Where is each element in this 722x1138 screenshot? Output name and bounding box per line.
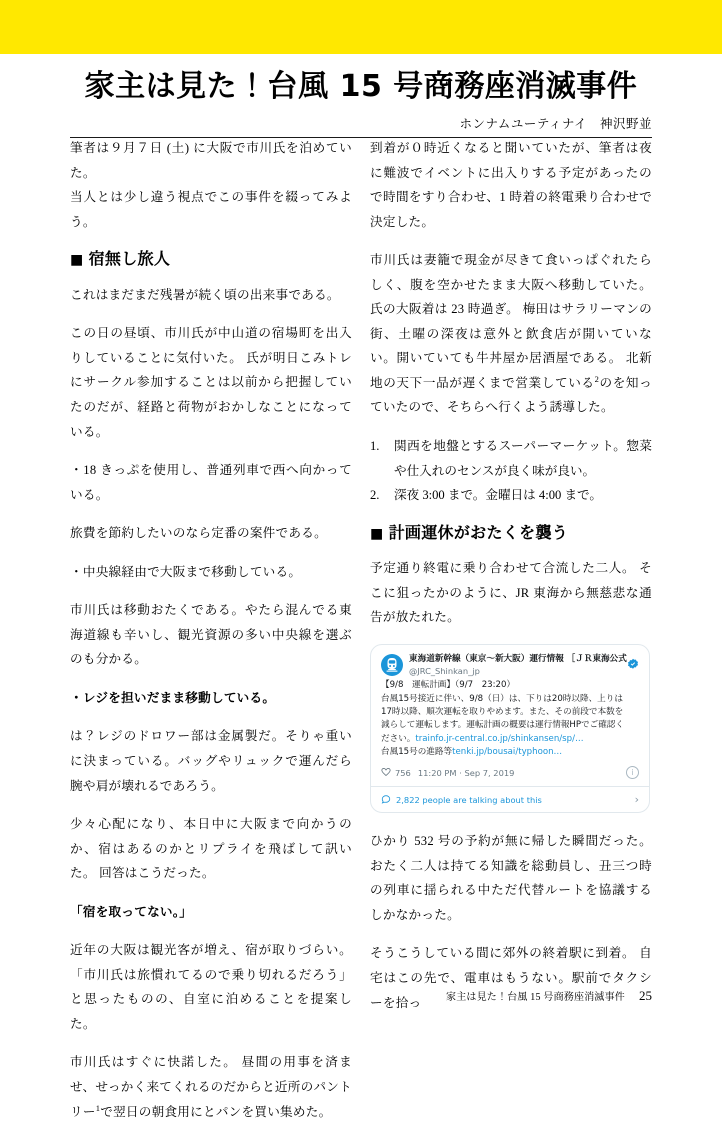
page-title: 家主は見た！台風 15 号商務座消滅事件: [84, 69, 638, 104]
embedded-tweet-card[interactable]: [370, 644, 650, 813]
section-heading-keikaku-unkyu: [370, 522, 652, 545]
bullet-point: ・18 きっぷを使用し、普通列車で西へ向かっている。: [70, 463, 352, 502]
paragraph: 近年の大阪は観光客が増え、宿が取りづらい。「市川氏は旅慣れてるので乗り切れるだろう」と思ったものの、自室に泊めることを提案した。: [70, 943, 352, 1031]
paragraph: 市川氏は移動おたくである。やたら混んでる東海道線も辛いし、観光資源の多い中央線を選ぶのも分かる。: [70, 603, 352, 667]
tweet-header: [371, 645, 649, 679]
heart-icon[interactable]: [381, 767, 391, 779]
paragraph-text: 市川氏はすぐに快諾した。 昼間の用事を済ませ、せっかく来てくれるのだからと近所のパントリー: [70, 1055, 352, 1119]
section-heading-yadonashi: [70, 248, 352, 271]
chevron-right-icon[interactable]: ›: [634, 793, 639, 807]
tweet-body-line: 台風15号接近に伴い、9/8（日）は、下りは20時以降、上りは: [381, 693, 623, 704]
avatar[interactable]: [381, 654, 403, 676]
footnote-text: 関西を地盤とするスーパーマーケット。惣菜や仕入れのセンスが良く味が良い。: [394, 439, 652, 478]
quote-line: 「宿を取ってない。」: [70, 904, 193, 919]
footnote-item: [370, 434, 652, 483]
tweet-link[interactable]: trainfo.jr-central.co.jp/shinkansen/sp/…: [415, 733, 584, 744]
paragraph-with-footnote: [370, 248, 652, 420]
paragraph-text-tail: のを知っていたので、そちらへ行くよう誘導した。: [370, 375, 652, 415]
tweet-talking-about[interactable]: 2,822 people are talking about this: [396, 794, 542, 805]
tweet-meta-row: [371, 761, 649, 786]
tweet-body-line-with-link: [381, 746, 639, 759]
footnote-list: [370, 434, 652, 508]
tweet-author-block: [409, 654, 625, 677]
paragraph: 少々心配になり、本日中に大阪まで向かうのか、宿はあるのかとリプライを飛ばして訊いた。 回答はこうだった。: [70, 817, 352, 881]
section-heading-label: 宿無し旅人: [88, 249, 171, 269]
tweet-like-count: 756: [395, 767, 411, 778]
tweet-body-line: 17時以降、順次運転を取りやめます。また、その前段で本数を: [381, 707, 624, 718]
footer-title: 家主は見た！台風 15 号商務座消滅事件: [446, 992, 625, 1003]
paragraph: これはまだまだ残暑が続く頃の出来事である。: [70, 287, 340, 302]
paragraph: は？レジのドロワー部は金属製だ。そりゃ重いに決まっている。バッグやリュックで運んだら腕や肩が壊れるであろう。: [70, 729, 352, 793]
page-number: 25: [639, 988, 652, 1003]
bullet-point: ・中央線経由で大阪まで移動している。: [70, 564, 302, 579]
paragraph-text-tail: で翌日の朝食用にとパンを買い集めた。: [100, 1104, 332, 1119]
paragraph: 旅費を節約したいのなら定番の案件である。: [70, 526, 327, 541]
tweet-body-text: ださい。: [381, 733, 416, 744]
bullet-point-emphasis: ・レジを担いだまま移動している。: [70, 690, 276, 705]
section-marker-icon: ■: [70, 252, 84, 269]
comment-bubble-icon: [381, 794, 391, 806]
footnote-marker-1: 1: [95, 1102, 101, 1113]
byline: ホンナムユーティナイ 神沢野並: [459, 116, 652, 131]
page-footer: [70, 988, 652, 1004]
right-column: [370, 136, 652, 1029]
paragraph: 到着が０時近くなると聞いていたが、筆者は夜に難波でイベントに出入りする予定があったので時間をすり合わせ、1 時着の終電乗り合わせで決定した。: [370, 141, 652, 229]
tweet-handle[interactable]: @JRC_Shinkan_jp: [409, 665, 480, 676]
paragraph: そうこうしている間に郊外の終着駅に到着。 自宅はこの先で、電車はもうない。駅前でタクシーを拾っ: [370, 946, 652, 1010]
footnote-number: 2.: [370, 488, 380, 503]
tweet-link[interactable]: tenki.jp/bousai/typhoon…: [452, 746, 563, 757]
paragraph-with-footnote: [70, 1050, 352, 1124]
paragraph: 予定通り終電に乗り合わせて合流した二人。 そこに狙ったかのように、JR 東海から無慈悲な通告が放たれた。: [370, 561, 652, 625]
shinkansen-train-icon: [381, 654, 403, 676]
tweet-footer-row[interactable]: [371, 786, 649, 812]
tweet-display-name: 東海道新幹線（東京〜新大阪）運行情報 ［ＪＲ東海公式: [409, 653, 627, 664]
footnote-number: 1.: [370, 439, 380, 454]
footnote-item: [370, 483, 652, 508]
tweet-body-line: 減らして運転します。運転計画の概要は運行情報HPでご確認く: [381, 720, 624, 731]
paragraph: ひかり 532 号の予約が無に帰した瞬間だった。 おたく二人は持てる知識を総動員し、丑三つ時の列車に揺られる中ただ代替ルートを協議するしかなかった。: [370, 834, 652, 922]
tweet-timestamp: 11:20 PM · Sep 7, 2019: [417, 767, 515, 778]
top-yellow-banner: [0, 0, 722, 54]
tweet-body-line-with-link: [381, 733, 639, 746]
section-marker-icon: ■: [370, 525, 384, 542]
title-block: [70, 68, 652, 138]
info-icon[interactable]: i: [626, 766, 639, 779]
tweet-body: [371, 678, 649, 761]
footnote-marker-2: 2: [594, 373, 600, 384]
footnote-text: 深夜 3:00 まで。金曜日は 4:00 まで。: [394, 488, 602, 503]
paragraph-text: 市川氏は妻籠で現金が尽きて食いっぱぐれたらしく、腹を空かせたまま大阪へ移動していた。氏の大阪着は 23 時過ぎ。 梅田はサラリーマンの街、土曜の深夜は意外と飲食店が開いていない。開いていても牛丼屋か居酒屋である。 北新地の天下一品が遅くまで営業している: [370, 253, 652, 390]
tweet-body-text: 台風15号の進路等: [381, 746, 453, 757]
tweet-body-line: 【9/8 運転計画】（9/7 23:20）: [381, 680, 516, 691]
verified-badge-icon: [627, 654, 639, 674]
paragraph: この日の昼頃、市川氏が中山道の宿場町を出入りしていることに気付いた。 氏が明日こみトレにサークル参加することは以前から把握していたのだが、経路と荷物がおかしなことになっている。: [70, 326, 352, 439]
lead-line-2: 当人とは少し違う視点でこの事件を綴ってみよう。: [70, 190, 352, 229]
section-heading-label: 計画運休がおたくを襲う: [388, 522, 569, 542]
lead-line-1: 筆者は９月７日 (土) に大阪で市川氏を泊めていた。: [70, 141, 352, 180]
